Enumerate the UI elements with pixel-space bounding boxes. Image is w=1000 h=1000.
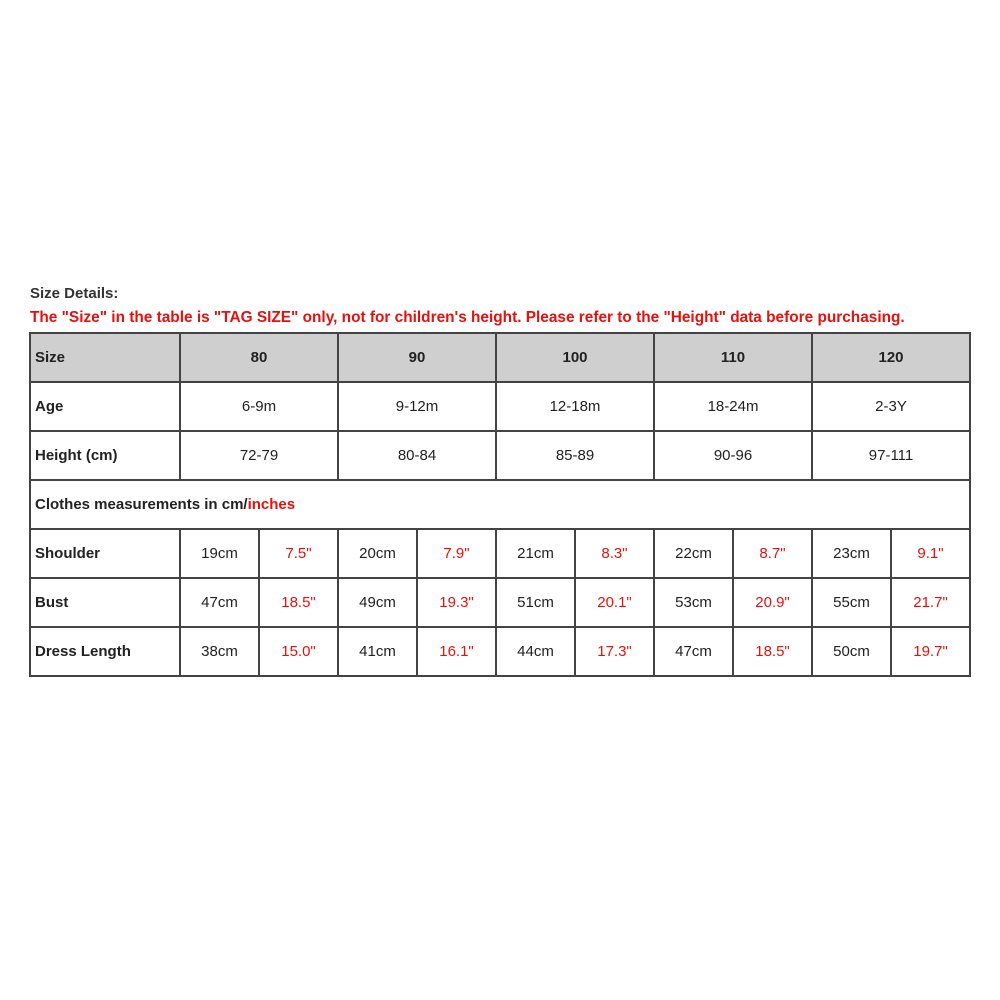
cm-cell: 21cm <box>496 529 575 578</box>
cm-cell: 47cm <box>180 578 259 627</box>
inch-cell: 18.5" <box>733 627 812 676</box>
cm-cell: 23cm <box>812 529 891 578</box>
section-label-inches: inches <box>247 496 296 513</box>
cm-cell: 47cm <box>654 627 733 676</box>
size-row <box>30 333 970 382</box>
inch-cell: 21.7" <box>891 578 970 627</box>
cm-cell: 51cm <box>496 578 575 627</box>
size-label: Size <box>30 333 180 382</box>
bust-label: Bust <box>30 578 180 627</box>
measurements-section-row <box>30 480 970 529</box>
dress-length-row <box>30 627 970 676</box>
inch-cell: 18.5" <box>259 578 338 627</box>
height-label: Height (cm) <box>30 431 180 480</box>
size-details-heading: Size Details: <box>30 285 119 302</box>
age-cell: 6-9m <box>180 382 338 431</box>
size-cell: 80 <box>180 333 338 382</box>
inch-cell: 19.3" <box>417 578 496 627</box>
inch-cell: 8.3" <box>575 529 654 578</box>
inch-cell: 17.3" <box>575 627 654 676</box>
size-cell: 90 <box>338 333 496 382</box>
inch-cell: 7.5" <box>259 529 338 578</box>
cm-cell: 49cm <box>338 578 417 627</box>
height-row <box>30 431 970 480</box>
cm-cell: 20cm <box>338 529 417 578</box>
inch-cell: 20.9" <box>733 578 812 627</box>
bust-row <box>30 578 970 627</box>
section-label-prefix: Clothes measurements in cm/ <box>35 496 248 513</box>
inch-cell: 16.1" <box>417 627 496 676</box>
size-cell: 110 <box>654 333 812 382</box>
age-cell: 9-12m <box>338 382 496 431</box>
dress-length-label: Dress Length <box>30 627 180 676</box>
age-label: Age <box>30 382 180 431</box>
cm-cell: 44cm <box>496 627 575 676</box>
height-cell: 97-111 <box>812 431 970 480</box>
height-cell: 80-84 <box>338 431 496 480</box>
height-cell: 85-89 <box>496 431 654 480</box>
inch-cell: 7.9" <box>417 529 496 578</box>
cm-cell: 38cm <box>180 627 259 676</box>
cm-cell: 53cm <box>654 578 733 627</box>
size-cell: 100 <box>496 333 654 382</box>
age-cell: 18-24m <box>654 382 812 431</box>
inch-cell: 8.7" <box>733 529 812 578</box>
size-chart-table <box>29 332 971 677</box>
cm-cell: 41cm <box>338 627 417 676</box>
cm-cell: 22cm <box>654 529 733 578</box>
inch-cell: 20.1" <box>575 578 654 627</box>
inch-cell: 15.0" <box>259 627 338 676</box>
age-cell: 2-3Y <box>812 382 970 431</box>
inch-cell: 19.7" <box>891 627 970 676</box>
cm-cell: 55cm <box>812 578 891 627</box>
tag-size-notice: The "Size" in the table is "TAG SIZE" only, not for children's height. Please refer to the "Height" data before purchasing. <box>30 309 905 326</box>
shoulder-row <box>30 529 970 578</box>
size-cell: 120 <box>812 333 970 382</box>
shoulder-label: Shoulder <box>30 529 180 578</box>
height-cell: 72-79 <box>180 431 338 480</box>
inch-cell: 9.1" <box>891 529 970 578</box>
cm-cell: 19cm <box>180 529 259 578</box>
age-row <box>30 382 970 431</box>
height-cell: 90-96 <box>654 431 812 480</box>
age-cell: 12-18m <box>496 382 654 431</box>
cm-cell: 50cm <box>812 627 891 676</box>
measurements-section-label <box>30 480 970 529</box>
